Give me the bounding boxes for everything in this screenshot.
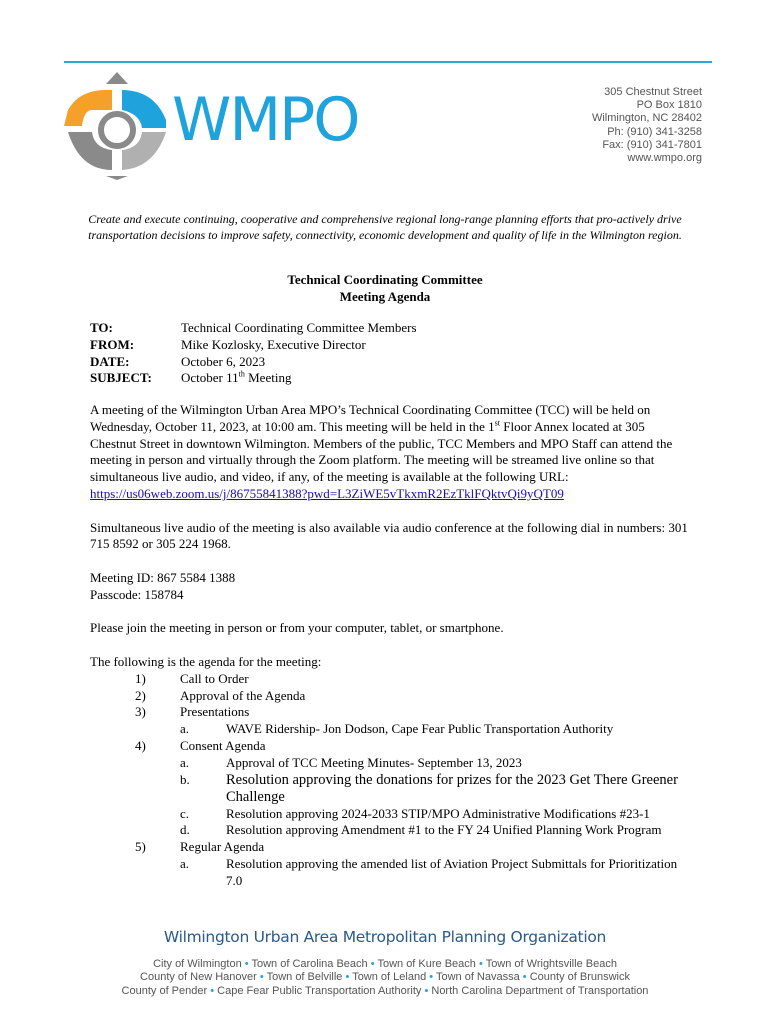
memo-date-label: DATE: — [90, 353, 130, 369]
memo-date-row — [90, 354, 417, 371]
agenda-item-text: Approval of the Agenda — [180, 687, 306, 703]
separator-dot-icon: • — [259, 971, 264, 984]
agenda-item — [90, 671, 690, 688]
member-name: Town of Carolina Beach — [251, 958, 368, 970]
passcode: Passcode: 158784 — [90, 586, 184, 602]
separator-dot-icon: • — [424, 984, 429, 997]
subject-ordinal: th — [238, 370, 245, 380]
agenda-subitem — [90, 856, 690, 890]
agenda-item-number: 5) — [135, 839, 146, 855]
memo-header — [90, 320, 417, 387]
mission-statement: Create and execute continuing, cooperative and comprehensive regional long-range planning efforts that pro-actively drive transportation decisions to improve safety, connectivity, economic development and quality of life in the Wilmington region. — [88, 212, 682, 242]
agenda-item-text: Presentations — [180, 704, 250, 720]
separator-dot-icon: • — [345, 971, 350, 984]
subject-text-end: Meeting — [244, 370, 292, 386]
separator-dot-icon: • — [478, 958, 483, 970]
footer-member-list — [0, 958, 770, 998]
address-phone: Ph: (910) 341-3258 — [607, 125, 702, 138]
agenda-subitem-text: Approval of TCC Meeting Minutes- September 13, 2023 — [226, 754, 522, 770]
footer-line-3 — [0, 985, 770, 998]
member-name: North Carolina Department of Transportation — [431, 984, 649, 997]
subject-text: October 11 — [181, 370, 239, 386]
agenda-subitem-letter: a. — [180, 721, 190, 737]
address-website: www.wmpo.org — [627, 152, 702, 165]
title-line-2: Meeting Agenda — [339, 288, 431, 304]
zoom-link[interactable]: https://us06web.zoom.us/j/86755841388?pwd=L3ZiWE5vTkxmR2EzTklFQktvQi9yQT09 — [90, 485, 564, 501]
meeting-text-1: A meeting of the Wilmington Urban Area MPO’s Technical Coordinating Committee (TCC) will be held on Wednesday, October 11, 2023, at 10:00 am. This meeting will be held in the 1 — [90, 402, 651, 434]
wmpo-wordmark: WMPO — [172, 85, 359, 155]
document-body — [90, 402, 690, 890]
member-name: City of Wilmington — [153, 958, 242, 970]
header-rule — [64, 61, 712, 63]
agenda-item-text: Call to Order — [180, 670, 249, 686]
memo-date-value: October 6, 2023 — [181, 353, 266, 369]
floor-ordinal: st — [494, 418, 500, 428]
member-name: County of New Hanover — [140, 971, 257, 984]
footer-line-1 — [0, 958, 770, 971]
footer-line-2 — [0, 971, 770, 984]
separator-dot-icon: • — [244, 958, 249, 970]
memo-from-row — [90, 337, 417, 354]
zoom-credentials — [90, 570, 690, 604]
memo-to-value: Technical Coordinating Committee Members — [181, 320, 417, 335]
agenda-item-text: Regular Agenda — [180, 839, 265, 855]
agenda-subitem-letter: a. — [180, 754, 190, 770]
member-name: County of Brunswick — [529, 971, 630, 984]
agenda-subitem-text: Resolution approving the donations for prizes for the 2023 Get There Greener Challenge — [226, 771, 678, 805]
agenda-subitem-letter: a. — [180, 855, 190, 871]
agenda-subitem — [90, 772, 690, 806]
agenda-subitem — [90, 822, 690, 839]
agenda-item-number: 2) — [135, 687, 146, 703]
agenda-subitem-letter: b. — [180, 771, 190, 787]
member-name: Town of Leland — [352, 971, 427, 984]
member-name: Town of Wrightsville Beach — [485, 958, 617, 970]
meeting-id: Meeting ID: 867 5584 1388 — [90, 569, 236, 585]
member-name: Town of Navassa — [435, 971, 520, 984]
agenda-subitem-text: Resolution approving the amended list of Aviation Project Submittals for Prioritization 7.0 — [226, 855, 678, 888]
title-line-1: Technical Coordinating Committee — [287, 272, 483, 287]
member-name: Cape Fear Public Transportation Authority — [217, 984, 422, 997]
agenda-subitem-text: WAVE Ridership- Jon Dodson, Cape Fear Public Transportation Authority — [226, 721, 614, 737]
agenda-subitem-letter: c. — [180, 805, 190, 821]
address-fax: Fax: (910) 341-7801 — [602, 138, 702, 151]
wmpo-logo-icon — [62, 70, 172, 182]
document-title — [90, 272, 680, 305]
agenda-item-text: Consent Agenda — [180, 737, 266, 753]
meeting-text-2: Floor Annex located at 305 Chestnut Street in downtown Wilmington. Members of the public, TCC Members and MPO Staff can attend the meeting in person and virtually through the Zoom platform. The meeting will be streamed live online so that simultaneous live audio, and video, if any, of the meeting is available at the following URL: — [90, 418, 673, 485]
agenda-item-number: 4) — [135, 737, 146, 753]
address-street: 305 Chestnut Street — [604, 86, 702, 98]
agenda-item — [90, 738, 690, 755]
agenda-subitem-text: Resolution approving Amendment #1 to the FY 24 Unified Planning Work Program — [226, 822, 662, 838]
agenda-subitem-letter: d. — [180, 822, 190, 838]
agenda-item — [90, 688, 690, 705]
agenda-item-number: 3) — [135, 704, 146, 720]
memo-subject-value — [181, 370, 291, 387]
office-address — [542, 86, 702, 165]
agenda-subitem-text: Resolution approving 2024-2033 STIP/MPO Administrative Modifications #23-1 — [226, 805, 650, 821]
agenda-item-number: 1) — [135, 670, 146, 686]
agenda-subitem — [90, 806, 690, 823]
member-name: Town of Belville — [266, 971, 343, 984]
agenda-intro: The following is the agenda for the meeting: — [90, 653, 322, 669]
separator-dot-icon: • — [210, 984, 215, 997]
separator-dot-icon: • — [429, 971, 434, 984]
agenda-subitem — [90, 721, 690, 738]
audio-paragraph: Simultaneous live audio of the meeting is also available via audio conference at the following dial in numbers: 301 715 8592 or 305 224 1968. — [90, 519, 688, 552]
memo-from-value: Mike Kozlosky, Executive Director — [181, 336, 366, 352]
agenda-item — [90, 839, 690, 856]
memo-from-label: FROM: — [90, 336, 135, 352]
footer-organization-name: Wilmington Urban Area Metropolitan Planning Organization — [163, 928, 607, 946]
agenda-subitem — [90, 755, 690, 772]
meeting-paragraph — [90, 402, 690, 503]
address-city: Wilmington, NC 28402 — [591, 112, 702, 125]
agenda-list — [90, 671, 690, 890]
member-name: County of Pender — [121, 984, 208, 997]
memo-subject-row — [90, 370, 417, 387]
address-po-box: PO Box 1810 — [636, 99, 702, 112]
memo-to-label: TO: — [90, 320, 113, 335]
memo-subject-label: SUBJECT: — [90, 370, 152, 386]
memo-to-row — [90, 320, 417, 337]
agenda-item — [90, 704, 690, 721]
separator-dot-icon: • — [370, 958, 375, 970]
separator-dot-icon: • — [522, 971, 527, 984]
join-paragraph: Please join the meeting in person or from your computer, tablet, or smartphone. — [90, 620, 504, 636]
member-name: Town of Kure Beach — [377, 958, 476, 970]
